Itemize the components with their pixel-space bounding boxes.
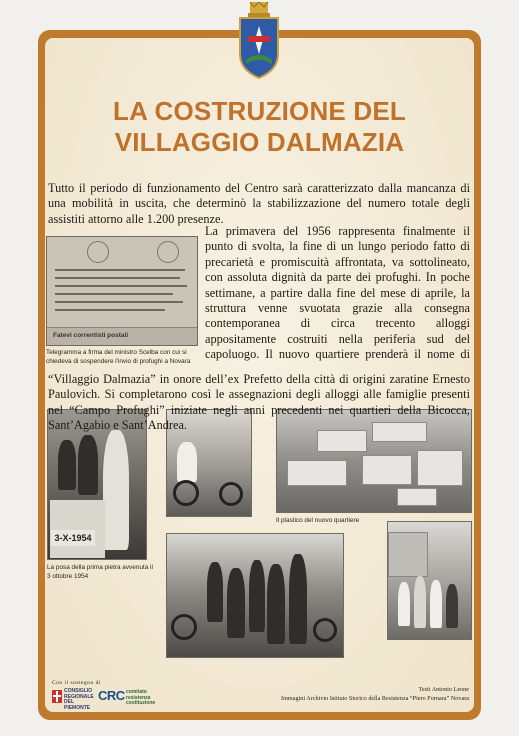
wheel-icon [313,618,337,642]
wheel-icon [171,614,197,640]
second-paragraph [205,224,470,370]
intro-paragraph: Tutto il periodo di funzionamento del Centro sarà caratterizzato dalla mancanza di una mobilità in uscita, che determinò la stabilizzazione del numero totale degli assistiti attorno alle 1.200 presenze. [48,181,470,226]
child-figure [398,582,410,626]
second-paragraph-text: La primavera del 1956 rappresenta finalmente il punto di svolta, la fine di un lungo periodo fatto di precarietà e promiscuità affrontata, va sottolineato, con assoluta dignità da parte dei profughi. In poche settimane, a partire dalla fine del mese di aprile, la struttura venne svuotata grazie alla consegna contemporanea di circa trecento alloggi appositamente costruiti nella periferia sud del capoluogo. Il nuovo quartiere prenderà il nome di [205,224,470,362]
crc-subtitle: comitato resistenza costituzione [126,689,156,706]
building-model [397,488,437,506]
council-name: CONSIGLIO REGIONALE DEL PIEMONTE [64,688,94,711]
priest-figure [103,430,129,550]
first-stone-caption: La posa della prima pietra avvenuta il 3 ottobre 1954 [47,564,153,580]
person-figure [58,440,76,490]
child-figure [446,584,458,628]
text-line [55,293,173,295]
telegram-footer-band [47,327,197,345]
credits-images: Immagini Archivio Istituto Storico della Resistenza “Piero Fornara” Novara [281,695,469,702]
building-background [388,532,428,577]
wheel-icon [219,482,243,506]
postmark-icon [157,241,179,263]
postmark-icon [87,241,109,263]
person-figure [289,554,307,644]
page-title [45,96,474,158]
title-line-2: VILLAGGIO DALMAZIA [114,127,405,157]
telegram-photo [46,236,198,346]
person-figure [207,562,223,622]
child-figure [414,576,426,628]
piedmont-cross-icon [52,690,62,703]
telegram-footer-text: Fatevi correntisti postali [53,332,129,339]
person-figure [78,435,98,495]
text-line [55,301,183,303]
text-line [55,309,165,311]
child-figure [430,580,442,628]
person-figure [227,568,245,638]
credits-texts: Testi Antonio Leone [418,686,469,693]
person-figure [177,442,197,482]
text-line [55,277,180,279]
credits [281,685,469,703]
text-line [55,269,185,271]
wheel-icon [173,480,199,506]
children-photo [387,521,472,640]
person-figure [267,564,285,644]
council-logo [52,688,98,711]
foundation-stone [50,500,105,558]
telegram-caption: Telegramma a firma del ministro Scelba con cui si chiedeva di sospendere l'invio di profughi a Novara [46,349,191,365]
text-line [55,285,187,287]
group-photo [166,533,344,658]
sponsor-label: Con il sostegno di [52,680,101,686]
building-model [417,450,463,486]
person-figure [249,560,265,632]
model-caption: Il plastico del nuovo quartiere [276,517,360,524]
second-paragraph-continued: “Villaggio Dalmazia” in onore dell’ex Prefetto della città di origini zaratine Ernesto Paulovich. Si completarono così le assegnazioni degli alloggi alle famiglie presenti nel “Campo Profughi” iniziate negli anni precedenti nei quartieri della Bicocca, Sant’Agabio e Sant’Andrea. [48,372,470,433]
title-line-1: LA COSTRUZIONE DEL [113,96,406,126]
building-model [287,460,347,486]
stone-date-label: 3-X-1954 [51,530,95,546]
coat-of-arms-icon [236,2,282,80]
crc-logo: CRC [98,688,125,703]
building-model [362,455,412,485]
